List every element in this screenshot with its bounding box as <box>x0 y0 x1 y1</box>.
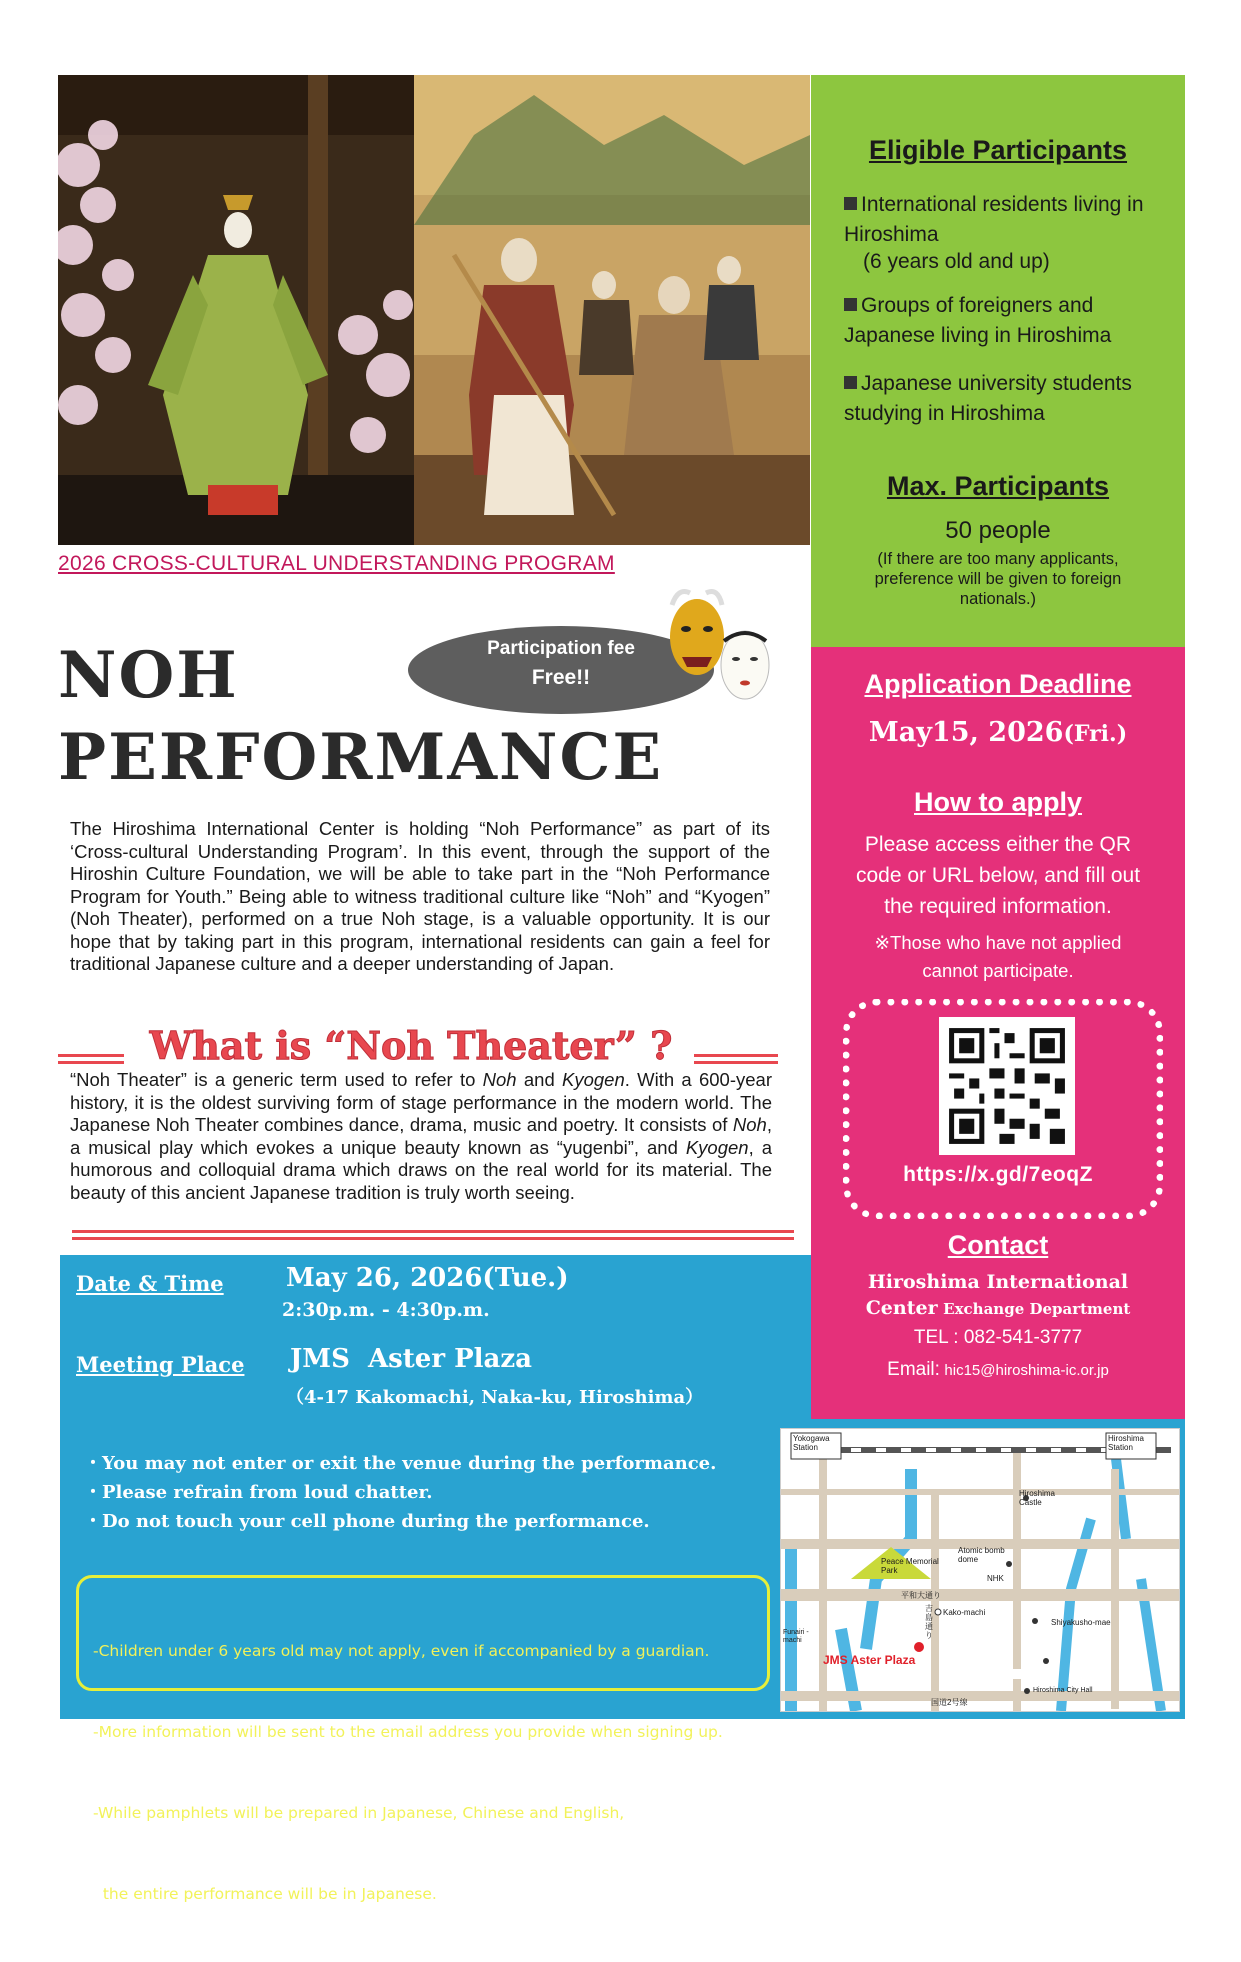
notes-box <box>76 1575 770 1903</box>
contact-tel: TEL : 082-541-3777 <box>913 1327 1083 1348</box>
eligible-item-text: Groups of foreigners and Japanese living in Hiroshima <box>844 294 1112 347</box>
map-label-yokogawa: Yokogawa Station <box>793 1434 830 1452</box>
what-is-noh: Noh <box>482 1069 517 1090</box>
map-label-funairi: Funairi -machi <box>783 1629 809 1644</box>
apply-url[interactable]: https://x.gd/7eoqZ <box>903 1163 1093 1186</box>
datetime-time: 2:30p.m. - 4:30p.m. <box>282 1299 490 1321</box>
contact-email[interactable]: hic15@hiroshima-ic.or.jp <box>944 1362 1109 1379</box>
place-label: Meeting Place <box>76 1352 245 1377</box>
map-label-dome: Atomic bomb dome <box>958 1546 1005 1564</box>
what-is-text <box>70 1069 772 1204</box>
note-item: the entire performance will be in Japanese. <box>93 1885 437 1903</box>
square-bullet-icon <box>844 376 857 389</box>
contact-dept: Exchange Department <box>943 1300 1131 1318</box>
deadline-date-line <box>811 717 1185 748</box>
note-item: -While pamphlets will be prepared in Japanese, Chinese and English, <box>93 1804 625 1822</box>
map-label-park: Peace Memorial Park <box>881 1557 939 1575</box>
deadline-day: (Fri.) <box>1063 721 1128 747</box>
map-label-shiyakusho: Shiyakusho-mae <box>1051 1618 1111 1627</box>
square-bullet-icon <box>844 197 857 210</box>
fee-value: Free!! <box>531 666 591 689</box>
contact-email-label: Email: <box>887 1359 940 1380</box>
fee-label: Participation fee <box>487 638 635 659</box>
eligible-item-note: (6 years old and up) <box>863 250 1050 273</box>
what-is-and: and <box>516 1069 563 1090</box>
eligible-item-text: International residents living in Hiroshima <box>844 193 1144 246</box>
what-is-kyogen-2: Kyogen <box>685 1136 749 1158</box>
contact-org-line2 <box>811 1297 1185 1319</box>
map-label-kokudo: 国道2号線 <box>931 1698 968 1707</box>
map-label-heiwa: 平和大通り <box>901 1591 941 1600</box>
how-to-apply-text: Please access either the QR code or URL below, and fill out the required information. <box>855 833 1141 918</box>
map-label-castle: Hiroshima Castle <box>1019 1489 1056 1507</box>
max-heading: Max. Participants <box>886 471 1110 501</box>
title-line-1: NOH <box>58 638 239 713</box>
noh-masks-image <box>660 585 780 715</box>
deadline-date: May15, 2026 <box>868 717 1064 748</box>
map-label-aster: JMS Aster Plaza <box>823 1653 916 1667</box>
max-note: (If there are too many applicants, preference will be given to foreign nationals.) <box>874 550 1122 608</box>
contact-heading: Contact <box>947 1230 1049 1260</box>
eligible-item <box>844 190 1164 250</box>
what-is-kyogen: Kyogen <box>562 1069 625 1090</box>
map-label-yoshijima: 吉島通り <box>925 1604 933 1640</box>
map-label-cityhall: Hiroshima City Hall <box>1033 1687 1093 1694</box>
note-item: -Children under 6 years old may not apply, even if accompanied by a guardian. <box>93 1642 710 1660</box>
map-label-hiroshima-station: Hiroshima Station <box>1108 1434 1145 1452</box>
what-is-noh-2: Noh <box>732 1114 767 1135</box>
contact-email-line <box>811 1359 1185 1381</box>
intro-text: The Hiroshima International Center is holding “Noh Performance” as part of its ‘Cross-cultural Understanding Program’. In this event, through the support of the Hiroshin Culture Foundation, we will be able to take part in the “Noh Performance Program for Youth.” Being able to witness traditional culture like “Noh” and “Kyogen” (Noh Theater), performed on a true Noh stage, is a valuable opportunity. It is our hope that by taking part in this program, international residents can gain a feel for traditional Japanese culture and a deeper understanding of Japan. <box>70 818 770 974</box>
eligible-item <box>844 291 1164 351</box>
how-to-apply-heading: How to apply <box>914 787 1082 817</box>
eligible-item-text: Japanese university students studying in Hiroshima <box>844 372 1132 425</box>
notes-list <box>93 1584 723 1962</box>
square-bullet-icon <box>844 298 857 311</box>
what-is-p3: , a musical play which evokes a unique beauty known as “yugenbi”, and <box>70 1114 772 1158</box>
kyogen-puppets-photo <box>414 75 810 545</box>
application-panel <box>811 647 1185 1419</box>
eligible-item <box>844 369 1164 429</box>
program-label: 2026 CROSS-CULTURAL UNDERSTANDING PROGRAM <box>58 552 615 575</box>
rule-item: ・You may not enter or exit the venue during the performance. <box>84 1453 717 1474</box>
venue-map <box>780 1428 1180 1712</box>
deadline-heading: Application Deadline <box>864 669 1132 699</box>
divider <box>72 1237 794 1240</box>
rules-list <box>84 1449 716 1536</box>
rule-item: ・Do not touch your cell phone during the performance. <box>84 1511 650 1532</box>
contact-org-2: Center <box>865 1297 938 1319</box>
qr-code[interactable] <box>939 1017 1075 1155</box>
rule-item: ・Please refrain from loud chatter. <box>84 1482 433 1503</box>
datetime-date: May 26, 2026(Tue.) <box>286 1263 569 1293</box>
what-is-p2: . With a 600-year history, it is the oldest surviving form of stage performance in the modern world. The Japanese Noh Theater combines dance, drama, music and poetry. It consists of <box>70 1069 772 1135</box>
place-name: JMS Aster Plaza <box>290 1344 532 1374</box>
max-value: 50 people <box>945 517 1051 544</box>
map-label-nhk: NHK <box>987 1574 1004 1583</box>
how-to-apply-note: ※Those who have not applied cannot participate. <box>874 932 1122 981</box>
contact-org: Hiroshima International <box>867 1271 1129 1293</box>
eligible-heading: Eligible Participants <box>868 135 1128 165</box>
noh-dancer-photo <box>58 75 414 545</box>
eligibility-panel <box>811 75 1185 647</box>
note-item: -More information will be sent to the email address you provide when signing up. <box>93 1723 723 1741</box>
what-is-p1: “Noh Theater” is a generic term used to refer to <box>70 1069 483 1090</box>
divider <box>72 1230 794 1233</box>
what-is-p4: , a humorous and colloquial drama which draws on the real world for its material. The beauty of this ancient Japanese tradition is truly worth seeing. <box>70 1136 772 1203</box>
what-is-heading: What is “Noh Theater” ? <box>149 1023 673 1068</box>
title-line-2: PERFORMANCE <box>58 720 664 795</box>
event-details <box>60 1255 811 1419</box>
datetime-label: Date & Time <box>76 1271 224 1296</box>
map-label-kako: Kako-machi <box>943 1608 986 1617</box>
place-address: （4-17 Kakomachi, Naka-ku, Hiroshima） <box>286 1387 704 1408</box>
